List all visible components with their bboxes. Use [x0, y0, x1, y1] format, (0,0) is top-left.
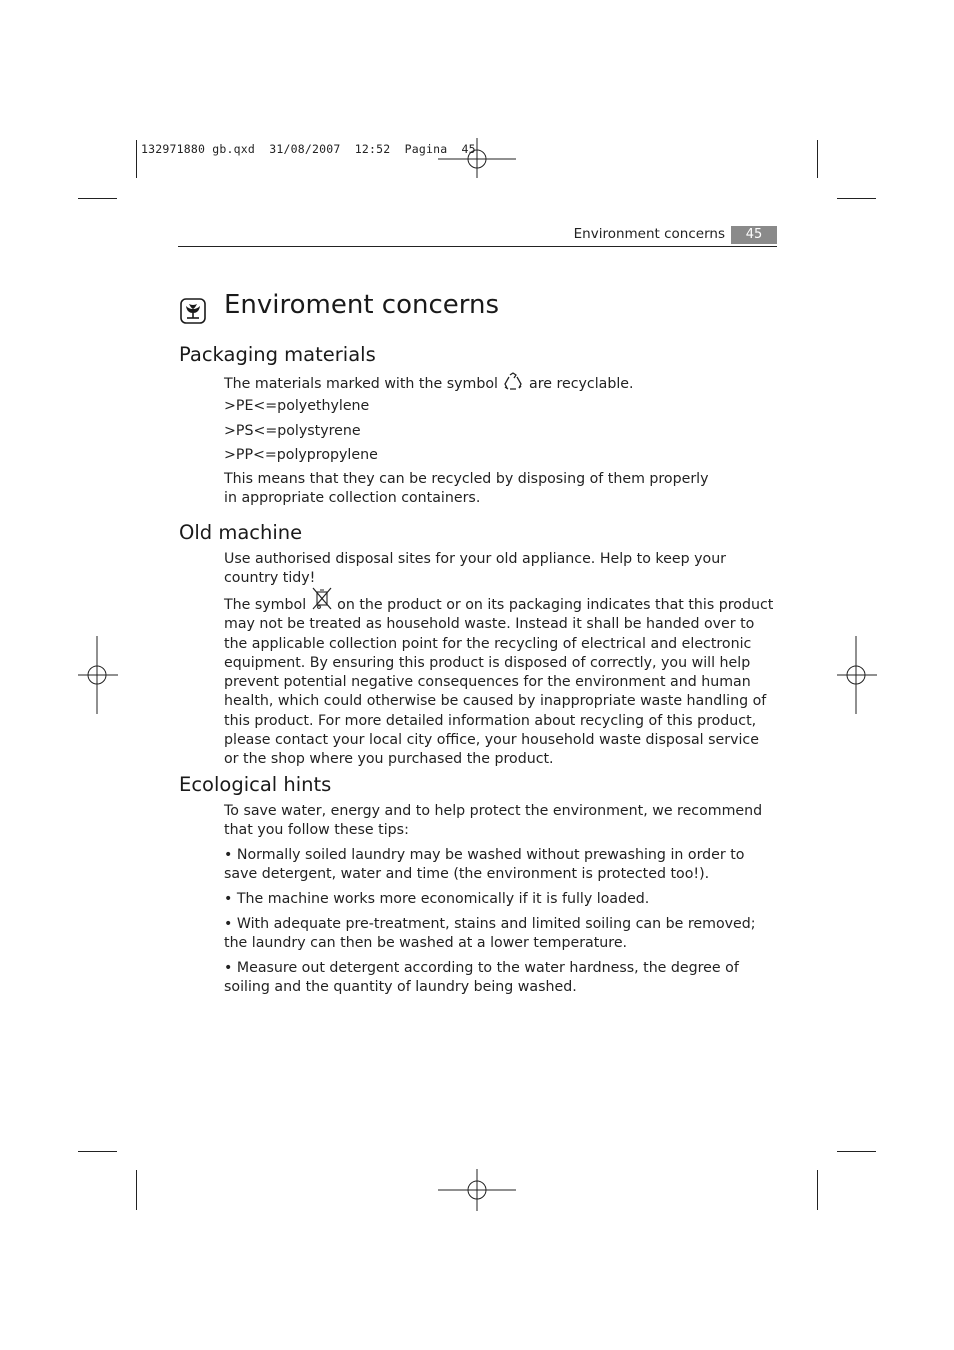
registration-mark-top [438, 120, 516, 198]
crop-mark-bottom-right-vertical [817, 1170, 818, 1210]
page-number-badge: 45 [731, 226, 777, 244]
section-heading-old-machine: Old machine [179, 521, 303, 544]
environment-flower-icon [180, 298, 206, 324]
packaging-intro-after: are recyclable. [529, 376, 634, 392]
packaging-intro-before: The materials marked with the symbol [224, 376, 498, 392]
packaging-note: This means that they can be recycled by disposing of them properly in appropriate collection containers. [224, 471, 709, 507]
section-heading-packaging: Packaging materials [179, 343, 376, 366]
recycle-icon [502, 372, 524, 392]
crop-mark-top-right-vertical [817, 140, 818, 178]
crop-mark-top-left-horizontal [78, 198, 117, 199]
ecological-intro: To save water, energy and to help protect the environment, we recommend that you follow these tips: [224, 803, 763, 839]
crop-mark-top-left-vertical [136, 140, 137, 178]
material-pp: >PP<=polypropylene [224, 447, 378, 463]
page-title: Enviroment concerns [224, 290, 500, 320]
ecological-tip-1: • Normally soiled laundry may be washed without prewashing in order to save detergent, water and time (the environment is protected too!). [224, 847, 745, 883]
crop-mark-bottom-right-horizontal [837, 1151, 876, 1152]
ecological-tip-3: • With adequate pre-treatment, stains and limited soiling can be removed; the laundry can then be washed at a lower temperature. [224, 916, 756, 952]
registration-mark-bottom [438, 1151, 516, 1229]
header-rule [178, 246, 777, 247]
symbol-prefix: The symbol [224, 597, 307, 613]
crop-mark-bottom-left-vertical [136, 1170, 137, 1210]
crop-mark-bottom-left-horizontal [78, 1151, 117, 1152]
crossed-out-wheelie-bin-icon [311, 587, 333, 611]
material-ps: >PS<=polystyrene [224, 423, 361, 439]
old-machine-intro: Use authorised disposal sites for your old appliance. Help to keep your country tidy! [224, 551, 727, 587]
old-machine-symbol-text [224, 587, 774, 770]
section-heading-ecological: Ecological hints [179, 773, 332, 796]
symbol-text: on the product or on its packaging indicates that this product may not be treated as household waste. Instead it shall be handed over to the applicable collection point for the recycling of electrical and electronic equipment. By ensuring this product is disposed of correctly, you will help prevent potential negative consequences for the environment and human health, which could otherwise be caused by inappropriate waste handling of this product. For more detailed information about recycling of this product, please contact your local city office, your household waste disposal service or the shop where you purchased the product. [224, 597, 774, 768]
ecological-tip-2: • The machine works more economically if it is fully loaded. [224, 891, 650, 907]
material-pe: >PE<=polyethylene [224, 398, 370, 414]
crop-mark-top-right-horizontal [837, 198, 876, 199]
running-header-title: Environment concerns [573, 226, 725, 242]
ecological-tip-4: • Measure out detergent according to the water hardness, the degree of soiling and the quantity of laundry being washed. [224, 960, 739, 996]
print-slug: 132971880 gb.qxd 31/08/2007 12:52 Pagina 45 [141, 142, 476, 156]
registration-mark-left [58, 636, 136, 714]
registration-mark-right [817, 636, 895, 714]
packaging-intro [224, 372, 776, 394]
